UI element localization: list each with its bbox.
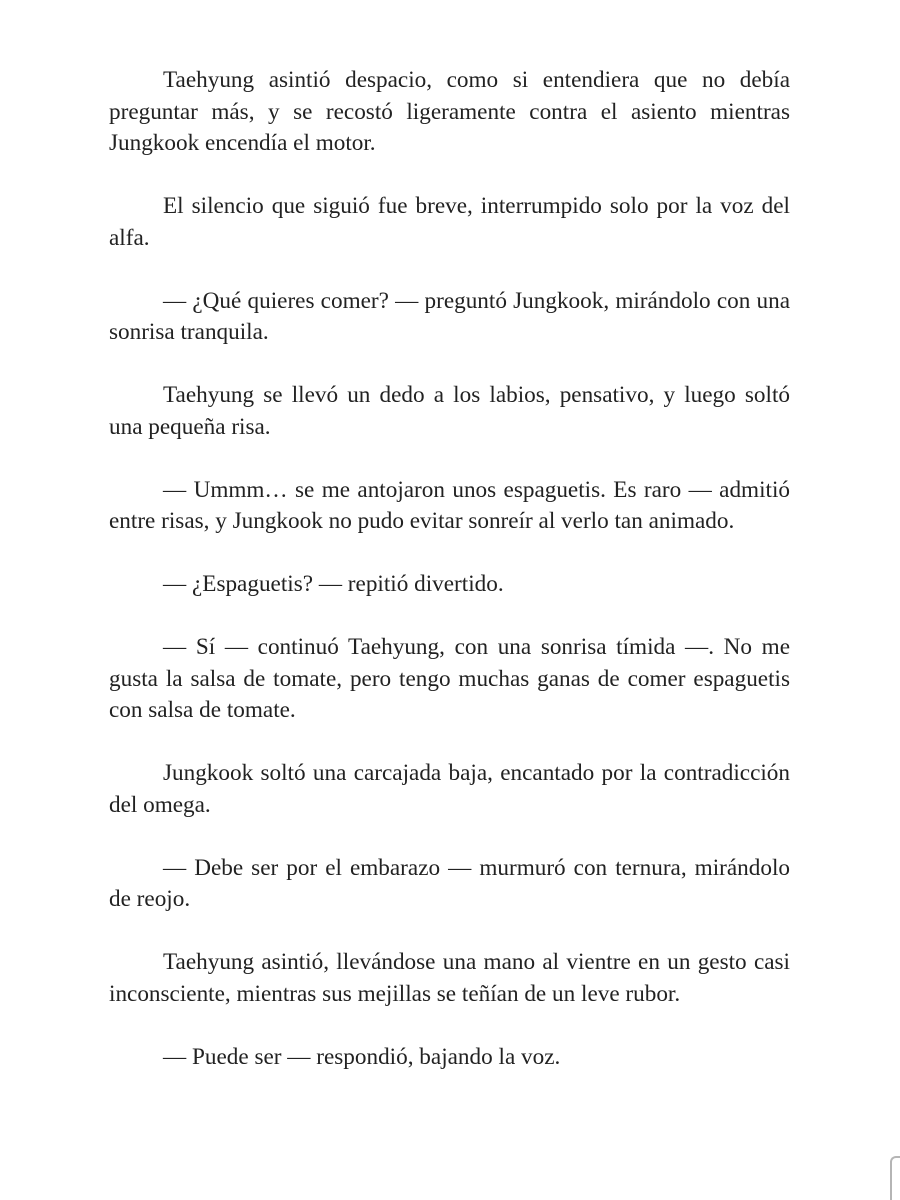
paragraph-6: — ¿Espaguetis? — repitió divertido. <box>163 571 504 597</box>
paragraph-2: El silencio que siguió fue breve, interrumpido solo por la voz del alfa. <box>109 193 790 251</box>
paragraph-5: — Ummm… se me antojaron unos espaguetis. Es raro — admitió entre risas, y Jungkook no pudo evitar sonreír al verlo tan animado. <box>109 476 790 534</box>
paragraph-7: — Sí — continuó Taehyung, con una sonrisa tímida —. No me gusta la salsa de tomate, pero tengo muchas ganas de comer espaguetis con salsa de tomate. <box>109 634 790 723</box>
paragraph-3: — ¿Qué quieres comer? — preguntó Jungkook, mirándolo con una sonrisa tranquila. <box>109 287 790 345</box>
paragraph-11: — Puede ser — respondió, bajando la voz. <box>163 1043 561 1070</box>
paragraph-9: — Debe ser por el embarazo — murmuró con ternura, mirándolo de reojo. <box>109 854 790 912</box>
page-edge-handle[interactable] <box>890 1156 900 1200</box>
paragraph-8: Jungkook soltó una carcajada baja, encantado por la contradicción del omega. <box>109 760 790 818</box>
paragraph-10: Taehyung asintió, llevándose una mano al vientre en un gesto casi inconsciente, mientras sus mejillas se teñían de un leve rubor. <box>109 949 790 1007</box>
paragraph-1: Taehyung asintió despacio, como si entendiera que no debía preguntar más, y se recostó ligeramente contra el asiento mientras Jungkook encendía el motor. <box>109 67 790 156</box>
document-page <box>109 65 790 1105</box>
paragraph-4: Taehyung se llevó un dedo a los labios, pensativo, y luego soltó una pequeña risa. <box>109 382 790 440</box>
